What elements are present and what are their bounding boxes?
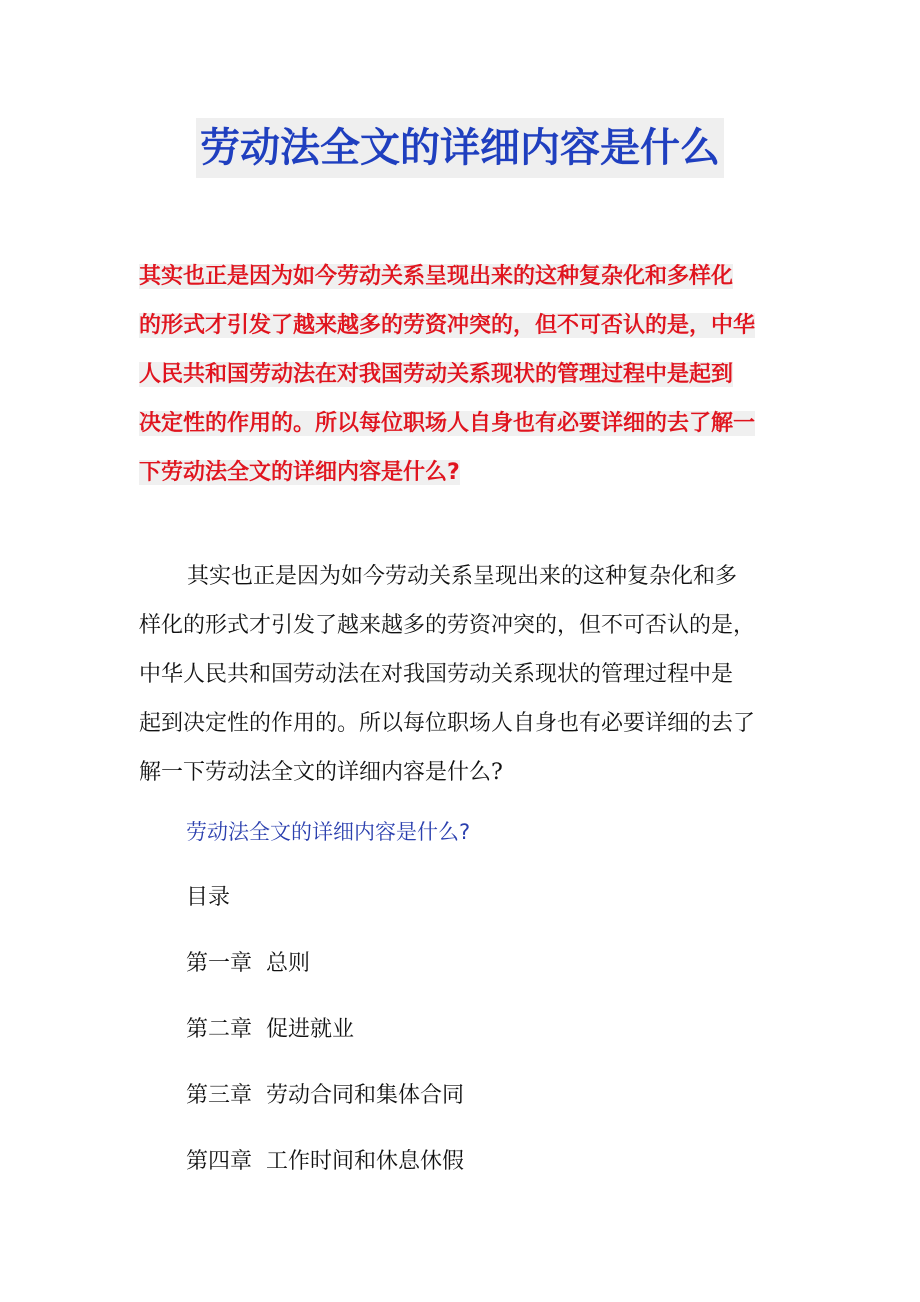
toc-label: 目录 bbox=[186, 885, 231, 910]
intro-line bbox=[139, 399, 784, 448]
intro-line bbox=[139, 252, 784, 301]
chapter-name: 劳动合同和集体合同 bbox=[266, 1083, 465, 1108]
table-of-contents bbox=[186, 873, 464, 1203]
intro-line bbox=[139, 301, 784, 350]
body-line: 样化的形式才引发了越来越多的劳资冲突的，但不可否认的是， bbox=[139, 613, 756, 638]
body-paragraph bbox=[139, 552, 784, 797]
intro-line-text: 的形式才引发了越来越多的劳资冲突的，但不可否认的是，中华 bbox=[139, 313, 756, 338]
body-line: 其实也正是因为如今劳动关系呈现出来的这种复杂化和多 bbox=[187, 564, 738, 589]
chapter-name: 总则 bbox=[266, 951, 311, 976]
chapter-name: 促进就业 bbox=[266, 1017, 355, 1042]
body-line: 中华人民共和国劳动法在对我国劳动关系现状的管理过程中是 bbox=[139, 662, 734, 687]
body-line: 起到决定性的作用的。所以每位职场人自身也有必要详细的去了 bbox=[139, 711, 756, 736]
chapter-number: 第二章 bbox=[186, 1017, 253, 1042]
toc-chapter-3 bbox=[186, 1071, 464, 1137]
intro-line-text: 人民共和国劳动法在对我国劳动关系现状的管理过程中是起到 bbox=[139, 362, 734, 387]
intro-line-text: 决定性的作用的。所以每位职场人自身也有必要详细的去了解一 bbox=[139, 411, 756, 436]
section-subheading: 劳动法全文的详细内容是什么? bbox=[186, 820, 471, 844]
intro-paragraph bbox=[139, 252, 784, 497]
intro-line bbox=[139, 350, 784, 399]
toc-chapter-4 bbox=[186, 1137, 464, 1203]
body-line: 解一下劳动法全文的详细内容是什么? bbox=[139, 760, 503, 785]
title-wrapper bbox=[0, 118, 920, 178]
chapter-number: 第三章 bbox=[186, 1083, 253, 1108]
toc-chapter-2 bbox=[186, 1005, 464, 1071]
toc-chapter-1 bbox=[186, 939, 464, 1005]
intro-line bbox=[139, 448, 784, 497]
intro-line-text: 下劳动法全文的详细内容是什么? bbox=[139, 460, 460, 485]
chapter-name: 工作时间和休息休假 bbox=[266, 1149, 465, 1174]
chapter-number: 第一章 bbox=[186, 951, 253, 976]
intro-line-text: 其实也正是因为如今劳动关系呈现出来的这种复杂化和多样化 bbox=[139, 264, 734, 289]
chapter-number: 第四章 bbox=[186, 1149, 253, 1174]
page-title: 劳动法全文的详细内容是什么 bbox=[196, 118, 724, 178]
